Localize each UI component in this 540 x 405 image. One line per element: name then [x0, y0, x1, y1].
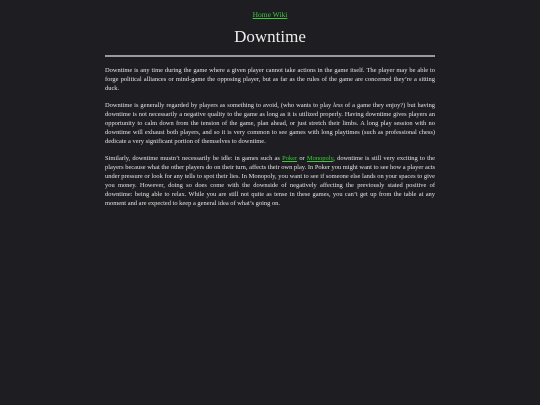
title-divider	[105, 55, 435, 57]
paragraph-avoidance	[105, 101, 435, 146]
text-span: Similarly, downtime mustn’t necessarily be idle: in games such as	[105, 155, 283, 162]
text-span: of a game they enjoy?) but having downtime is not necessarily a negative quality to the game as long as it is utilized properly. Having downtime gives players an opportunity to calm down from the tension of the game, plan ahead, or just stretch their limbs. A long play session with no downtime will exhaust both players, and so it is very common to see games with long playtimes (such as professional chess) dedicate a very significant portion of themselves to downtime.	[105, 102, 436, 145]
text-span: , downtime is still very exciting to the players because what the other players do on their turn, affects their own play. In Poker you might want to see how a player acts under pressure or look for any tells to spot their lies. In Monopoly, you want to see if someone else lands on your spaces to give you money. However, doing so does come with the downside of negatively affecting the previously stated positive of downtime: being able to relax. While you are still not quite as tense in these games, you can’t get up from the table at any moment and are expected to keep a general idea of what’s going on.	[105, 155, 435, 207]
home-wiki-link[interactable]: Home Wiki	[252, 10, 288, 19]
text-span: or	[297, 155, 307, 162]
emphasis-text: less	[333, 102, 343, 109]
page-title: Downtime	[234, 27, 306, 46]
text-span: Downtime is generally regarded by players as something to avoid, (who wants to play	[105, 102, 334, 109]
article-body	[105, 66, 435, 208]
top-nav	[0, 0, 540, 18]
paragraph-not-idle	[105, 154, 435, 208]
monopoly-link[interactable]: Monopoly	[306, 155, 334, 162]
poker-link[interactable]: Poker	[282, 155, 298, 162]
paragraph-definition: Downtime is any time during the game where a given player cannot take actions in the game itself. The player may be able to forge political alliances or mind-game the opposing player, but as far as the rules of the game are concerned they’re a sitting duck.	[105, 67, 435, 92]
